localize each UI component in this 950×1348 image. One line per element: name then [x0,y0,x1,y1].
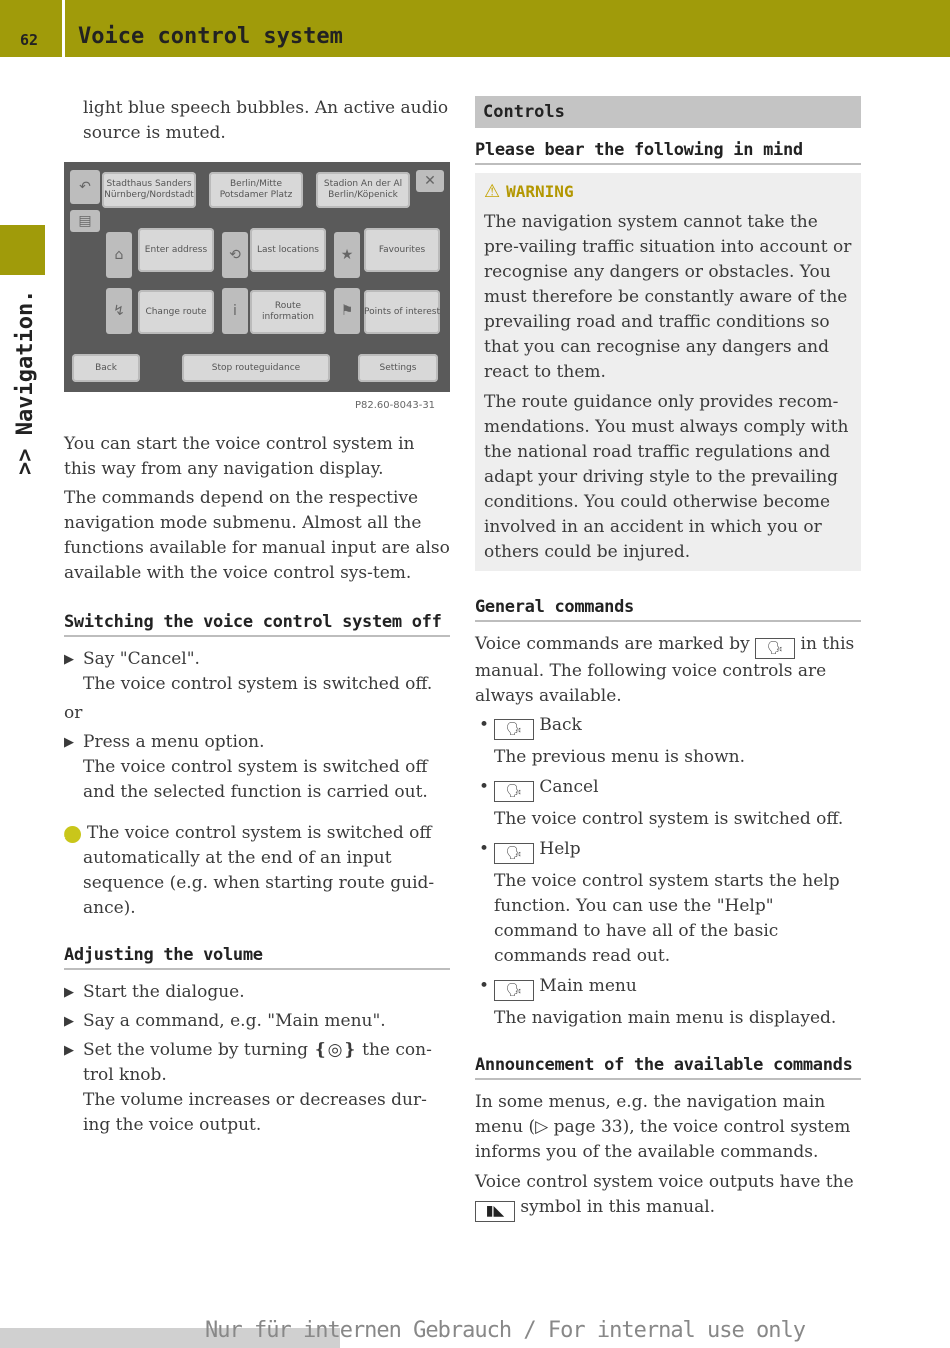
command-item: • 🗣 Main menu [475,974,861,1001]
star-icon: ★ [334,232,360,278]
warning-title: WARNING [506,182,574,201]
screen-button: Points of interest [364,290,440,334]
address-icon: ⌂ [106,232,132,278]
command-desc: The voice control system starts the help function. You can use the "Help" command to have all of the basic commands read out. [494,871,840,966]
voice-command-icon: 🗣 [494,719,534,740]
back-arrow-icon: ↶ [70,170,100,204]
warning-header [484,179,852,205]
intro-paragraph: light blue speech bubbles. An active audio source is muted. [83,98,449,143]
page-header [0,0,950,57]
command-item: • 🗣 Cancel [475,775,861,802]
command-item: • 🗣 Back [475,713,861,740]
step-text: Press a menu option. [83,732,265,752]
voice-command-icon: 🗣 [494,980,534,1001]
left-body [60,432,450,1138]
paragraph [475,1170,861,1222]
screen-button: Route information [250,290,326,334]
warning-triangle-icon: ⚠ [484,181,501,202]
paragraph: The commands depend on the respective navigation mode submenu. Almost all the functions available for manual input are also available with the voice control sys-tem. [64,488,450,583]
image-caption: P82.60-8043-31 [355,400,436,411]
text: symbol in this manual. [520,1197,716,1217]
command-desc: The navigation main menu is displayed. [494,1008,837,1028]
or-text: or [64,703,83,723]
poi-icon: ⚑ [334,288,360,334]
warning-paragraph: The route guidance only provides recom-mendations. You must always comply with the national road traffic regulations and adapt your driving style to the prevailing conditions. You could otherwise become involved in an accident in which you or others could be injured. [484,392,849,562]
step [64,730,450,755]
voice-command-icon: 🗣 [494,843,534,864]
page-title: Voice control system [78,24,343,49]
step [64,980,450,1005]
command-name: Main menu [539,976,637,996]
command-desc: The previous menu is shown. [494,747,746,767]
step [64,647,450,672]
screen-button: Stadion An der Al Berlin/Köpenick [316,172,410,208]
step-arrow-icon: ▶ [64,652,74,667]
text: in this manual. The following voice controls are always available. [475,634,855,706]
command-item: • 🗣 Help [475,837,861,864]
page-number: 62 [20,31,39,49]
navigation-screen-image [64,162,450,392]
command-name: Back [539,715,582,735]
text: Voice control system voice outputs have the [475,1172,854,1192]
step-result: The volume increases or decreases dur-ing the voice output. [83,1090,427,1135]
step-arrow-icon: ▶ [64,1014,74,1029]
section-heading: Adjusting the volume [64,945,450,970]
text: Voice commands are marked by [475,634,750,654]
step-result: The voice control system is switched off. [83,674,433,694]
header-divider [62,0,65,57]
warning-box [475,173,861,571]
info-screen-icon: i [222,288,248,334]
step-arrow-icon: ▶ [64,735,74,750]
paragraph: In some menus, e.g. the navigation main menu (▷ page 33), the voice control system informs you of the available commands. [475,1092,851,1162]
step [64,1009,450,1034]
controls-section-bar: Controls [475,96,861,128]
screen-button: Settings [358,354,438,382]
section-heading: General commands [475,597,861,622]
info-icon: i [64,826,81,843]
warning-paragraph: The navigation system cannot take the pre-vailing traffic situation into account or recognise any dangers or obstacles. You must therefore be constantly aware of the prevailing road and traffic conditions so that you can recognise any dangers and react to them. [484,212,852,382]
screen-button: Last locations [250,228,326,272]
step-text: Say a command, e.g. "Main menu". [83,1011,386,1031]
command-name: Cancel [539,777,599,797]
command-desc: The voice control system is switched off. [494,809,844,829]
step-text: Start the dialogue. [83,982,245,1002]
step [64,1038,450,1088]
screen-button: Stadthaus Sanders Nürnberg/Nordstadt [102,172,196,208]
screen-button: Berlin/Mitte Potsdamer Platz [209,172,303,208]
footer-watermark: Nur für internen Gebrauch / For internal use only [205,1318,806,1343]
screen-button: Stop routeguidance [182,354,330,382]
step-arrow-icon: ▶ [64,1043,74,1058]
section-tab [0,225,45,275]
voice-command-icon: 🗣 [755,638,795,659]
step-arrow-icon: ▶ [64,985,74,1000]
speaker-icon: ▮◣ [475,1201,515,1222]
voice-command-icon: 🗣 [494,781,534,802]
screen-button: Favourites [364,228,440,272]
step-text: Set the volume by turning [83,1040,309,1060]
paragraph [475,632,861,709]
section-label: >> Navigation. [13,289,38,475]
control-knob-icon: ❴◎❵ [313,1040,357,1060]
screen-button: Back [72,354,140,382]
close-icon: ✕ [416,170,444,192]
screen-button: Enter address [138,228,214,272]
paragraph: You can start the voice control system in this way from any navigation display. [64,434,415,479]
info-text: The voice control system is switched off automatically at the end of an input sequence (e.g. when starting route guid-ance). [83,823,435,918]
route-icon: ↯ [106,288,132,334]
section-heading: Switching the voice control system off [64,612,450,637]
info-note [60,821,450,921]
section-heading: Announcement of the available commands [475,1055,861,1080]
right-body [475,96,861,1222]
intro-text [64,96,450,146]
section-heading: Please bear the following in mind [475,140,861,165]
step-text: Say "Cancel". [83,649,200,669]
step-result: The voice control system is switched off and the selected function is carried out. [83,757,428,802]
command-name: Help [539,839,581,859]
options-icon: ▤ [70,210,100,232]
last-locations-icon: ⟲ [222,232,248,278]
screen-button: Change route [138,290,214,334]
step-text: the con-trol knob. [83,1040,432,1085]
